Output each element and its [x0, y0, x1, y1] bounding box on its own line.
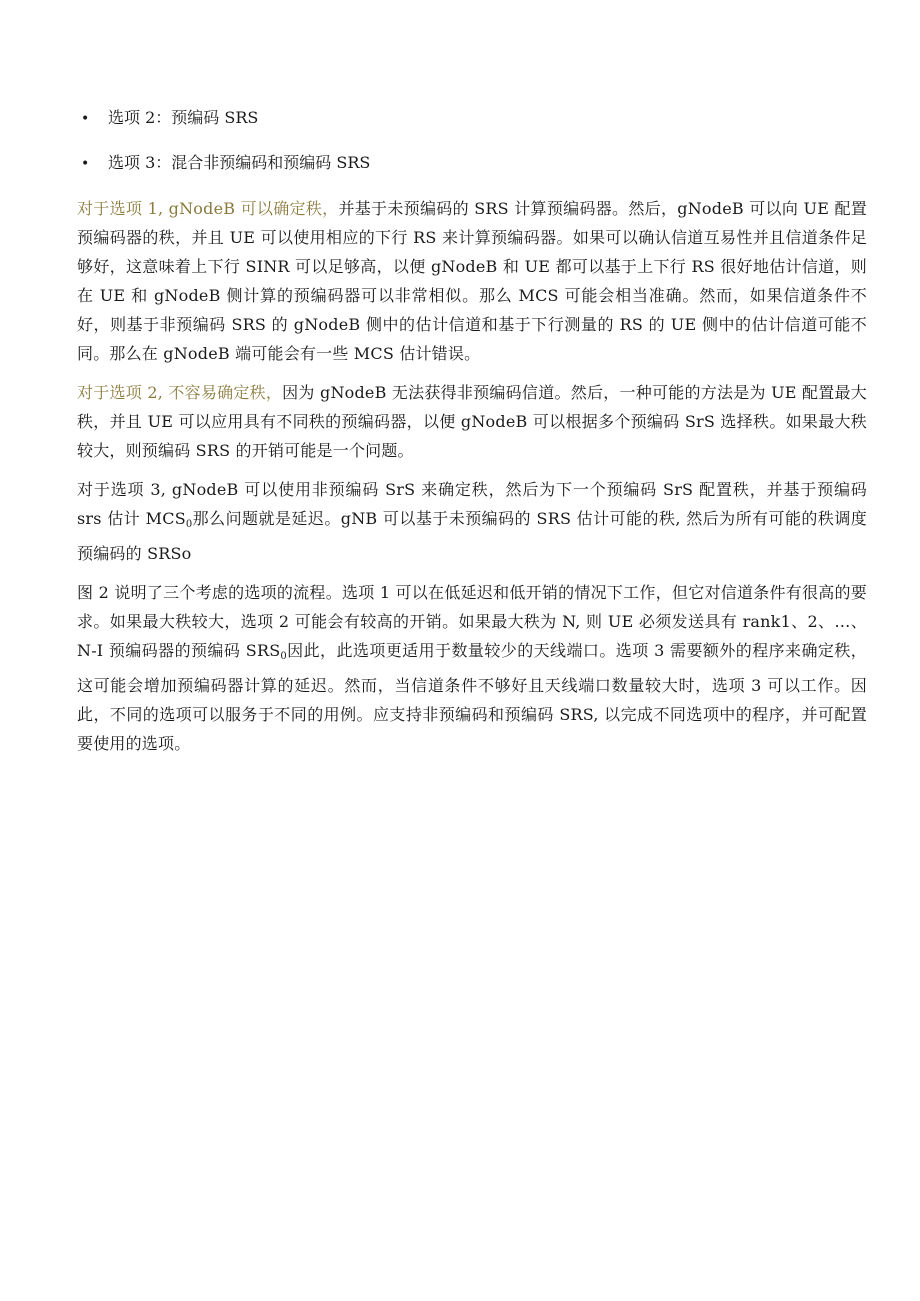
bullet-marker: • [81, 156, 90, 172]
paragraph-option-2 [77, 378, 867, 465]
subscript: 0 [280, 651, 287, 662]
subscript: 0 [185, 519, 193, 530]
paragraph-body: 因为 gNodeB 无法获得非预编码信道。然后，一种可能的方法是为 UE 配置最大秩，并且 UE 可以应用具有不同秩的预编码器，以便 gNodeB 可以根据多个预编码 SrS 选择秩。如果最大秩较大，则预编码 SRS 的开销可能是一个问题。 [77, 383, 867, 460]
paragraph-figure-2 [77, 578, 867, 758]
bullet-option-2 [77, 104, 867, 133]
paragraph-text: 因此，此选项更适用于数量较少的天线端口。选项 3 需要额外的程序来确定秩，这可能会增加预编码器计算的延迟。然而，当信道条件不够好且天线端口数量较大时，选项 3 可以工作。因此，不同的选项可以服务于不同的用例。应支持非预编码和预编码 SRS, 以完成不同选项中的程序，并可配置要使用的选项。 [77, 641, 867, 753]
paragraph-lead-highlight: 对于选项 1, gNodeB 可以确定秩， [77, 199, 339, 218]
paragraph-lead-highlight: 对于选项 2, 不容易确定秩， [77, 383, 283, 402]
paragraph-text: 对于选项 3, gNodeB 可以使用非预编码 SrS 来确定秩，然后为下一个预编码 SrS 配置秩，并基于预编码 srs 估计 MCS [77, 480, 867, 528]
paragraph-option-3 [77, 475, 867, 568]
bullet-marker: • [81, 111, 90, 127]
bullet-text: 选项 3：混合非预编码和预编码 SRS [108, 153, 371, 172]
bullet-option-3 [77, 149, 867, 178]
bullet-text: 选项 2：预编码 SRS [108, 108, 259, 127]
document-page [77, 104, 867, 768]
paragraph-option-1 [77, 194, 867, 368]
paragraph-text: 图 2 说明了三个考虑的选项的流程。选项 1 可以在低延迟和低开销的情况下工作，但它对信道条件有很高的要求。如果最大秩较大，选项 2 可能会有较高的开销。如果最大秩为 N, 则 UE 必须发送具有 rank1、2、…、N-I 预编码器的预编码 SRS [77, 583, 867, 660]
paragraph-body: 并基于未预编码的 SRS 计算预编码器。然后，gNodeB 可以向 UE 配置预编码器的秩，并且 UE 可以使用相应的下行 RS 来计算预编码器。如果可以确认信道互易性并且信道条件足够好，这意味着上下行 SINR 可以足够高，以便 gNodeB 和 UE 都可以基于上下行 RS 很好地估计信道，则在 UE 和 gNodeB 侧计算的预编码器可以非常相似。那么 MCS 可能会相当准确。然而，如果信道条件不好，则基于非预编码 SRS 的 gNodeB 侧中的估计信道和基于下行测量的 RS 的 UE 侧中的估计信道可能不同。那么在 gNodeB 端可能会有一些 MCS 估计错误。 [77, 199, 867, 363]
paragraph-text: 那么问题就是延迟。gNB 可以基于未预编码的 SRS 估计可能的秩, 然后为所有可能的秩调度预编码的 SRSo [77, 509, 867, 563]
